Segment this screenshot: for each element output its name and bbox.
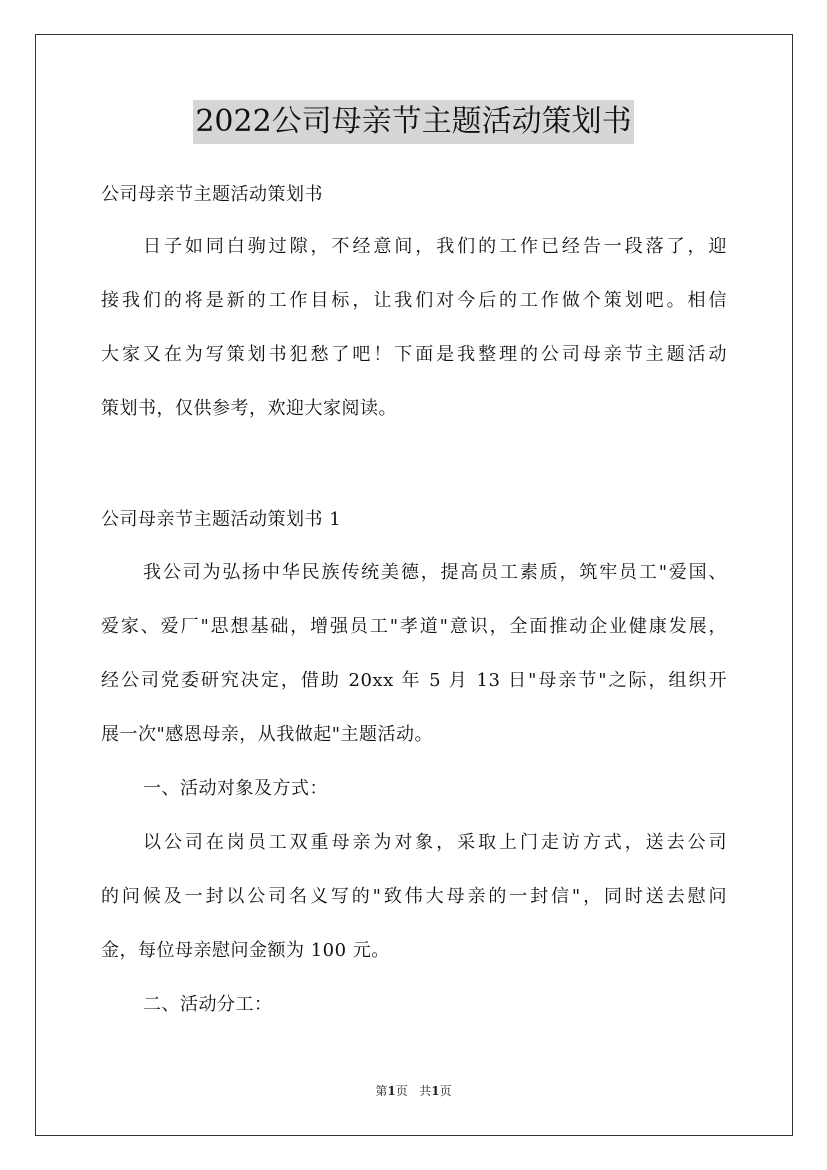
- part1-line-3: 金，每位母亲慰问金额为 100 元。: [101, 940, 390, 961]
- document-title-text: 2022公司母亲节主题活动策划书: [193, 100, 633, 144]
- part2-heading: 二、活动分工：: [143, 994, 273, 1015]
- page-number: 1: [387, 1084, 396, 1098]
- intro-line-4: 策划书，仅供参考，欢迎大家阅读。: [101, 398, 397, 419]
- section1-heading: 公司母亲节主题活动策划书 1: [101, 509, 342, 530]
- part1-line-2: 的问候及一封以公司名义写的"致伟大母亲的一封信"，同时送去慰问: [101, 886, 727, 907]
- part1-line-1: 以公司在岗员工双重母亲为对象，采取上门走访方式，送去公司: [143, 832, 727, 853]
- section1-line-2: 爱家、爱厂"思想基础，增强员工"孝道"意识，全面推动企业健康发展，: [101, 616, 727, 637]
- total-pages: 1: [431, 1084, 440, 1098]
- total-prefix: 共: [419, 1084, 432, 1098]
- subtitle: 公司母亲节主题活动策划书: [101, 184, 323, 205]
- document-title: [0, 100, 827, 144]
- part1-heading: 一、活动对象及方式：: [143, 778, 328, 799]
- intro-line-1: 日子如同白驹过隙，不经意间，我们的工作已经告一段落了，迎: [143, 236, 727, 257]
- page-prefix: 第: [375, 1084, 388, 1098]
- page-suffix: 页: [395, 1084, 408, 1098]
- section1-line-3: 经公司党委研究决定，借助 20xx 年 5 月 13 日"母亲节"之际，组织开: [101, 670, 727, 691]
- page-footer: [0, 1083, 827, 1099]
- section1-line-4: 展一次"感恩母亲，从我做起"主题活动。: [101, 724, 434, 745]
- intro-line-3: 大家又在为写策划书犯愁了吧！下面是我整理的公司母亲节主题活动: [101, 344, 727, 365]
- total-suffix: 页: [439, 1084, 452, 1098]
- section1-line-1: 我公司为弘扬中华民族传统美德，提高员工素质，筑牢员工"爱国、: [143, 562, 727, 583]
- intro-line-2: 接我们的将是新的工作目标，让我们对今后的工作做个策划吧。相信: [101, 290, 727, 311]
